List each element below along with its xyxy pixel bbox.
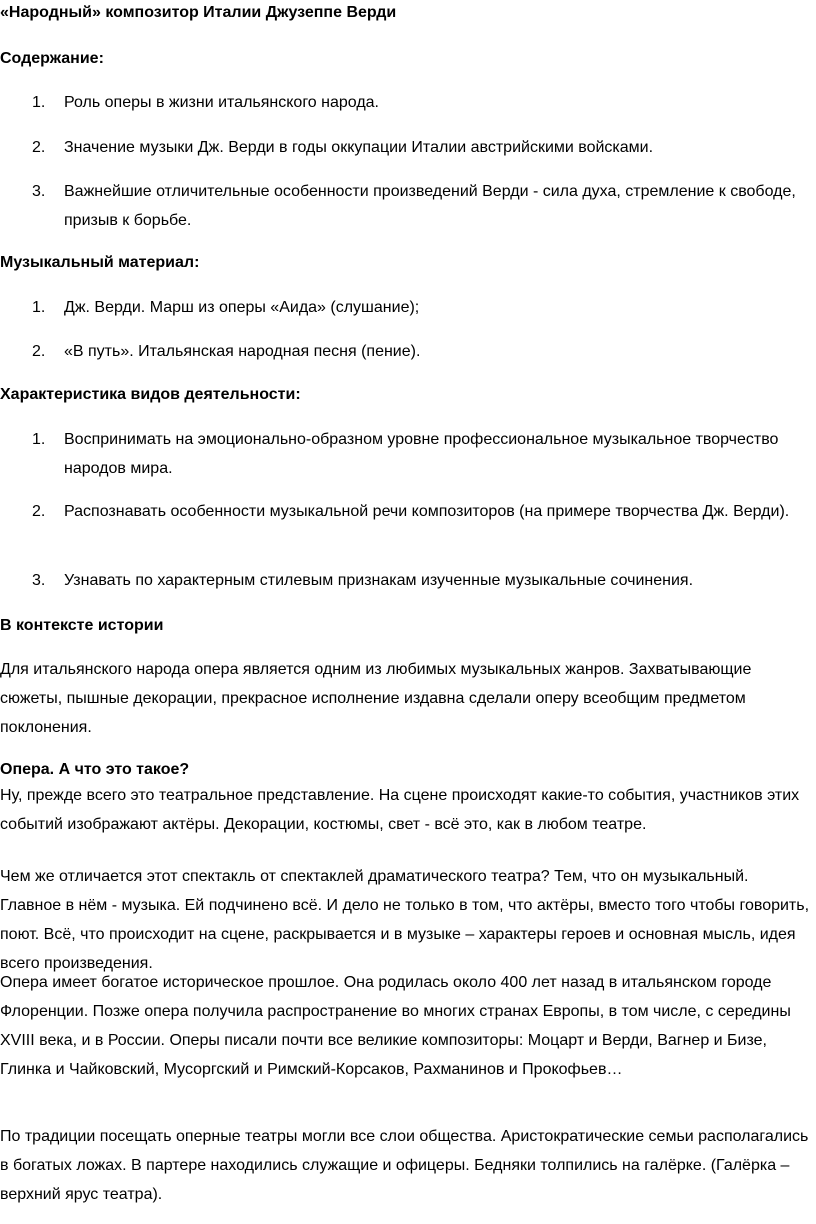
contents-heading: Содержание: — [0, 50, 104, 67]
list-text: «В путь». Итальянская народная песня (пение). — [64, 343, 421, 360]
list-number: 1. — [32, 94, 46, 111]
opera-paragraph-4: По традиции посещать оперные театры могли все слои общества. Аристократические семьи располагались в богатых ложах. В партере находились служащие и офицеры. Бедняки толпились на галёрке. (Галёрка – верхний ярус театра). — [0, 1128, 809, 1203]
list-number: 1. — [32, 299, 46, 316]
list-number: 3. — [32, 572, 46, 589]
history-heading: В контексте истории — [0, 617, 164, 634]
activities-heading: Характеристика видов деятельности: — [0, 386, 301, 403]
list-number: 1. — [32, 431, 46, 448]
list-item — [0, 566, 800, 595]
opera-heading: Опера. А что это такое? — [0, 761, 190, 778]
list-text: Значение музыки Дж. Верди в годы оккупации Италии австрийскими войсками. — [64, 139, 654, 156]
opera-paragraph-1: Ну, прежде всего это театральное представление. На сцене происходят какие-то события, участников этих событий изображают актёры. Декорации, костюмы, свет - всё это, как в любом театре. — [0, 787, 800, 833]
list-text: Важнейшие отличительные особенности произведений Верди - сила духа, стремление к свободе, призыв к борьбе. — [64, 183, 796, 229]
music-heading: Музыкальный материал: — [0, 254, 200, 271]
list-item — [0, 293, 800, 322]
list-text: Распознавать особенности музыкальной речи композиторов (на примере творчества Дж. Верди). — [64, 503, 790, 520]
history-paragraph: Для итальянского народа опера является одним из любимых музыкальных жанров. Захватывающие сюжеты, пышные декорации, прекрасное исполнение издавна сделали оперу всеобщим предметом поклонения. — [0, 661, 752, 736]
list-text: Узнавать по характерным стилевым признакам изученные музыкальные сочинения. — [64, 572, 694, 589]
list-number: 2. — [32, 343, 46, 360]
list-item — [0, 88, 800, 117]
opera-paragraph-2: Чем же отличается этот спектакль от спектаклей драматического театра? Тем, что он музыкальный. Главное в нём - музыка. Ей подчинено всё. И дело не только в том, что актёры, вместо того чтобы говорить, поют. Всё, что происходит на сцене, раскрывается и в музыке – характеры героев и основная мысль, идея всего произведения. — [0, 868, 810, 972]
list-item — [0, 425, 800, 483]
list-item — [0, 133, 800, 162]
list-item — [0, 337, 800, 366]
list-text: Воспринимать на эмоционально-образном уровне профессиональное музыкальное творчество народов мира. — [64, 431, 779, 477]
list-number: 2. — [32, 139, 46, 156]
list-number: 3. — [32, 183, 46, 200]
opera-paragraph-3: Опера имеет богатое историческое прошлое. Она родилась около 400 лет назад в итальянском городе Флоренции. Позже опера получила распространение во многих странах Европы, в том числе, с середины XVIII века, и в России. Оперы писали почти все великие композиторы: Моцарт и Верди, Вагнер и Бизе, Глинка и Чайковский, Мусоргский и Римский-Корсаков, Рахманинов и Прокофьев… — [0, 974, 791, 1078]
list-number: 2. — [32, 503, 46, 520]
list-text: Роль оперы в жизни итальянского народа. — [64, 94, 379, 111]
list-item — [0, 497, 800, 526]
list-item — [0, 177, 800, 235]
document-title: «Народный» композитор Италии Джузеппе Верди — [0, 4, 397, 21]
list-text: Дж. Верди. Марш из оперы «Аида» (слушание); — [64, 299, 420, 316]
